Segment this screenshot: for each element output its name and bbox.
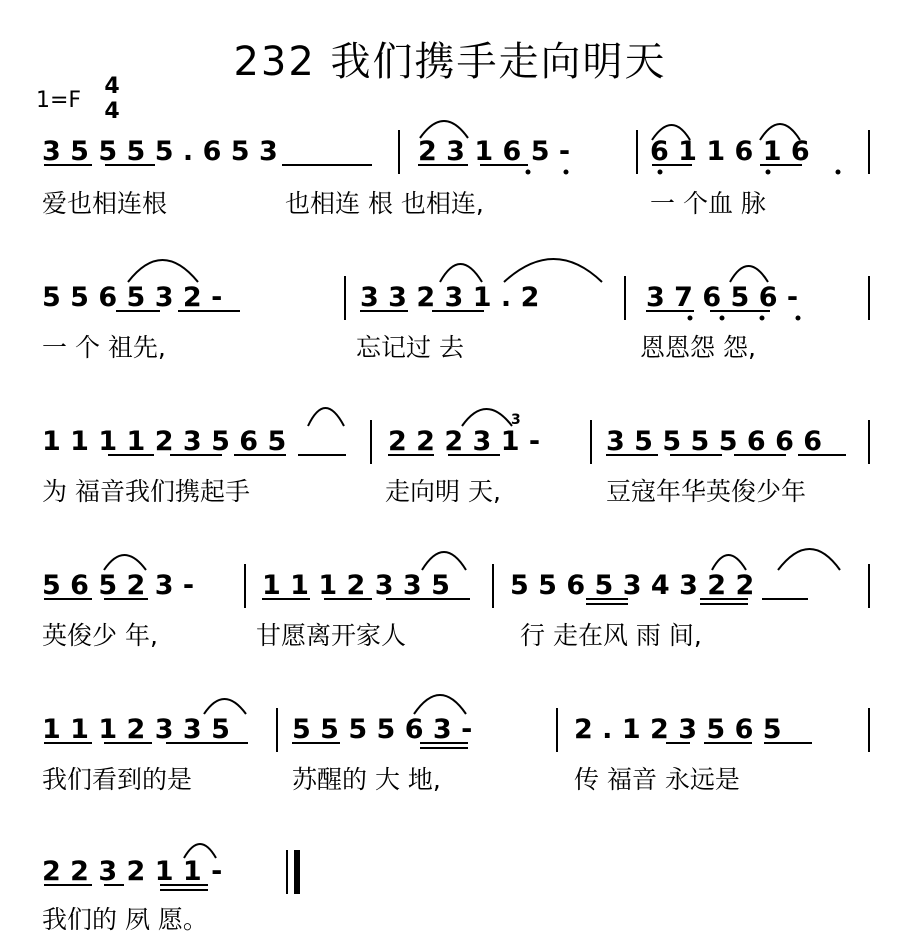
bar-line bbox=[492, 564, 494, 608]
time-signature-bottom: 4 bbox=[104, 99, 120, 124]
slur-mark bbox=[414, 695, 466, 714]
bar-line bbox=[868, 708, 870, 752]
bar-line bbox=[624, 276, 626, 320]
bar-line bbox=[868, 276, 870, 320]
notes-row-1-measure-2: 2 3 1 6 5 - bbox=[418, 136, 571, 167]
notes-row-3-measure-1: 1 1 1 1 2 3 5 6 5 bbox=[42, 426, 287, 457]
notes-row-2-measure-2: 3 3 2 3 1 . 2 bbox=[360, 282, 540, 313]
slur-mark bbox=[712, 555, 746, 570]
lyrics-row-3-part-1: 为 福音我们携起手 bbox=[42, 477, 250, 506]
slur-mark bbox=[422, 552, 466, 570]
lyrics-row-2-part-2: 忘记过 去 bbox=[356, 333, 464, 362]
notes-row-4-measure-2: 1 1 1 2 3 3 5 bbox=[262, 570, 450, 601]
notes-row-2-measure-1: 5 5 6 5 3 2 - bbox=[42, 282, 223, 313]
lyrics-row-4-part-3: 行 走在风 雨 间, bbox=[520, 621, 702, 650]
bar-line bbox=[636, 130, 638, 174]
notes-row-6-measure-1: 2 2 3 2 1 1 - bbox=[42, 856, 223, 887]
slur-mark bbox=[104, 555, 146, 570]
final-bar-thick bbox=[294, 850, 300, 894]
bar-line bbox=[244, 564, 246, 608]
bar-line bbox=[868, 130, 870, 174]
slur-mark bbox=[504, 259, 602, 282]
bar-line bbox=[276, 708, 278, 752]
bar-line bbox=[398, 130, 400, 174]
lyrics-row-3-part-3: 豆寇年华英俊少年 bbox=[606, 477, 807, 506]
final-bar-thin bbox=[286, 850, 288, 894]
time-signature bbox=[100, 75, 124, 124]
slur-mark bbox=[730, 266, 768, 282]
lyrics-row-2-part-3: 恩恩怨 怨, bbox=[640, 333, 756, 362]
slur-mark bbox=[128, 260, 198, 282]
slur-mark bbox=[778, 549, 840, 570]
bar-line bbox=[590, 420, 592, 464]
grace-note: 3 bbox=[511, 412, 521, 428]
slur-mark bbox=[440, 264, 482, 282]
notes-row-1-measure-3: 6 1 1 6 1 6 bbox=[650, 136, 810, 167]
notes-row-3-measure-2: 2 2 2 3 1 - bbox=[388, 426, 541, 457]
lyrics-row-4-part-2: 甘愿离开家人 bbox=[256, 621, 407, 650]
notes-row-4-measure-3: 5 5 6 5 3 4 3 2 2 bbox=[510, 570, 755, 601]
song-title: 232 我们携手走向明天 bbox=[233, 39, 667, 85]
lyrics-row-2-part-1: 一 个 祖先, bbox=[42, 333, 166, 362]
notes-row-4-measure-1: 5 6 5 2 3 - bbox=[42, 570, 195, 601]
lyrics-row-5-part-3: 传 福音 永远是 bbox=[574, 765, 740, 794]
bar-line bbox=[556, 708, 558, 752]
lyrics-row-1-part-3: 一 个血 脉 bbox=[650, 189, 766, 218]
octave-dot bbox=[836, 170, 841, 175]
lyrics-row-5-part-2: 苏醒的 大 地, bbox=[292, 765, 441, 794]
slur-mark bbox=[462, 409, 512, 426]
lyrics-row-4-part-1: 英俊少 年, bbox=[42, 621, 158, 650]
slur-mark bbox=[308, 408, 344, 426]
slur-mark bbox=[204, 699, 246, 714]
lyrics-row-1-part-2: 也相连 根 也相连, bbox=[285, 189, 484, 218]
lyrics-row-6: 我们的 夙 愿。 bbox=[42, 905, 208, 934]
time-signature-top: 4 bbox=[104, 74, 120, 99]
notes-row-5-measure-3: 2 . 1 2 3 5 6 5 bbox=[574, 714, 782, 745]
notes-row-2-measure-3: 3 7 6 5 6 - bbox=[646, 282, 799, 313]
notes-row-3-measure-3: 3 5 5 5 5 6 6 6 bbox=[606, 426, 823, 457]
bar-line bbox=[868, 420, 870, 464]
lyrics-row-5-part-1: 我们看到的是 bbox=[42, 765, 193, 794]
bar-line bbox=[868, 564, 870, 608]
key-signature: 1=F bbox=[36, 88, 82, 113]
lyrics-row-1-part-1: 爱也相连根 bbox=[42, 189, 168, 218]
bar-line bbox=[344, 276, 346, 320]
lyrics-row-3-part-2: 走向明 天, bbox=[385, 477, 501, 506]
notes-row-5-measure-1: 1 1 1 2 3 3 5 bbox=[42, 714, 230, 745]
notes-row-5-measure-2: 5 5 5 5 6 3 - bbox=[292, 714, 473, 745]
notes-row-1-measure-1: 3 5 5 5 5 . 6 5 3 bbox=[42, 136, 278, 167]
bar-line bbox=[370, 420, 372, 464]
